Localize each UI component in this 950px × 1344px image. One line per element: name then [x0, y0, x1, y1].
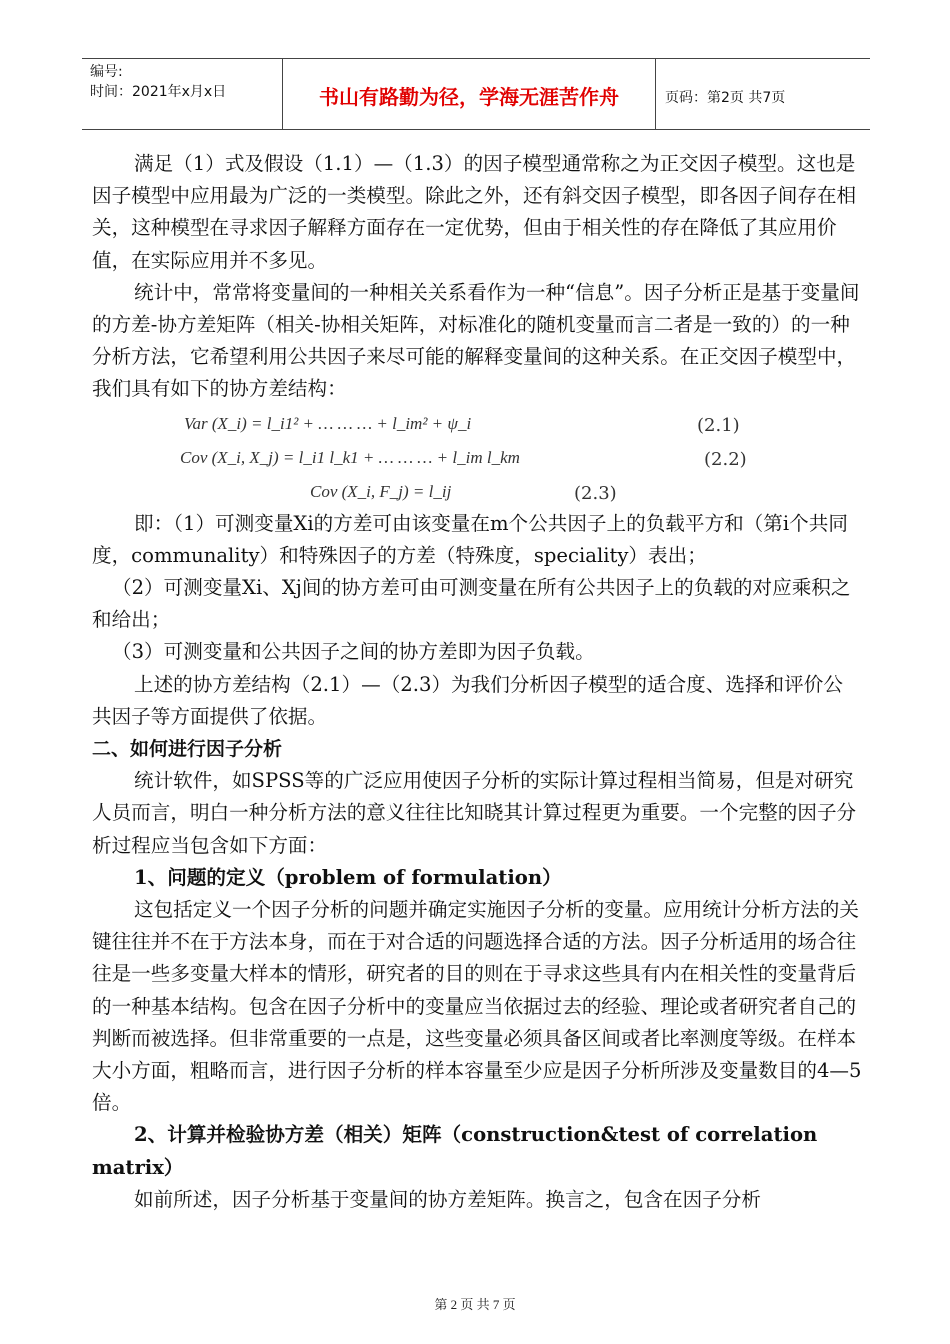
paragraph: 统计中，常常将变量间的一种相关关系看作为一种“信息”。因子分析正是基于变量间的方差-协方差矩阵（相关-协相关矩阵，对标准化的随机变量而言二者是一致的）的一种分析方法，它希望利用公共因子来尽可能的解释变量间的这种关系。在正交因子模型中，我们具有如下的协方差结构：: [92, 280, 860, 401]
paragraph: 上述的协方差结构（2.1）—（2.3）为我们分析因子模型的适合度、选择和评价公共因子等方面提供了依据。: [92, 672, 843, 728]
document-date: 时间：2021年x月x日: [90, 84, 227, 100]
formula-number: (2.3): [574, 482, 617, 504]
formula-2-3: [92, 474, 862, 508]
paragraph: （2）可测变量Xi、Xj间的协方差可由可测变量在所有公共因子上的负载的对应乘积之和给出；: [92, 576, 851, 632]
paragraph: 如前所述，因子分析基于变量间的协方差矩阵。换言之，包含在因子分析: [134, 1187, 761, 1211]
header-motto: 书山有路勤为径，学海无涯苦作舟: [319, 85, 619, 109]
document-body: [92, 148, 862, 1216]
formula-number: (2.1): [697, 414, 740, 436]
document-number-label: 编号:: [90, 64, 123, 80]
section-heading: 二、如何进行因子分析: [92, 738, 283, 761]
header-motto-cell: [282, 59, 656, 129]
subsection-heading: 2、计算并检验协方差（相关）矩阵（construction&test of correlation matrix）: [92, 1123, 818, 1179]
page-header: [82, 58, 870, 130]
paragraph: 即：（1）可测变量Xi的方差可由该变量在m个公共因子上的负载平方和（第i个共同度，communality）和特殊因子的方差（特殊度，speciality）表出；: [92, 511, 848, 567]
header-meta: [82, 59, 282, 129]
formula-text: Var (X_i) = l_i1² + … … … + l_im² + ψ_i: [184, 413, 472, 433]
subsection-heading: 1、问题的定义（problem of formulation）: [134, 865, 562, 889]
header-page-info: 页码：第2页 共7页: [665, 90, 786, 106]
paragraph: （3）可测变量和公共因子之间的协方差即为因子负载。: [112, 640, 595, 664]
paragraph: 这包括定义一个因子分析的问题并确定实施因子分析的变量。应用统计分析方法的关键往往并不在于方法本身，而在于对合适的问题选择合适的方法。因子分析适用的场合往往是一些多变量大样本的情形，研究者的目的则在于寻求这些具有内在相关性的变量背后的一种基本结构。包含在因子分析中的变量应当依据过去的经验、理论或者研究者自己的判断而被选择。但非常重要的一点是，这些变量必须具备区间或者比率测度等级。在样本大小方面，粗略而言，进行因子分析的样本容量至少应是因子分析所涉及变量数目的4—5倍。: [92, 898, 862, 1115]
formula-number: (2.2): [704, 448, 747, 470]
formula-text: Cov (X_i, X_j) = l_i1 l_k1 + … … … + l_im l_km: [180, 447, 520, 467]
formula-2-1: [92, 406, 862, 440]
page-footer: 第 2 页 共 7 页: [434, 1297, 516, 1312]
paragraph: 统计软件，如SPSS等的广泛应用使因子分析的实际计算过程相当简易，但是对研究人员而言，明白一种分析方法的意义往往比知晓其计算过程更为重要。一个完整的因子分析过程应当包含如下方面：: [92, 769, 857, 857]
formula-text: Cov (X_i, F_j) = l_ij: [310, 481, 452, 501]
paragraph: 满足（1）式及假设（1.1）—（1.3）的因子模型通常称之为正交因子模型。这也是因子模型中应用最为广泛的一类模型。除此之外，还有斜交因子模型，即各因子间存在相关，这种模型在寻求因子解释方面存在一定优势，但由于相关性的存在降低了其应用价值，在实际应用并不多见。: [92, 152, 857, 272]
formula-2-2: [92, 440, 862, 474]
header-page-cell: [655, 59, 870, 129]
